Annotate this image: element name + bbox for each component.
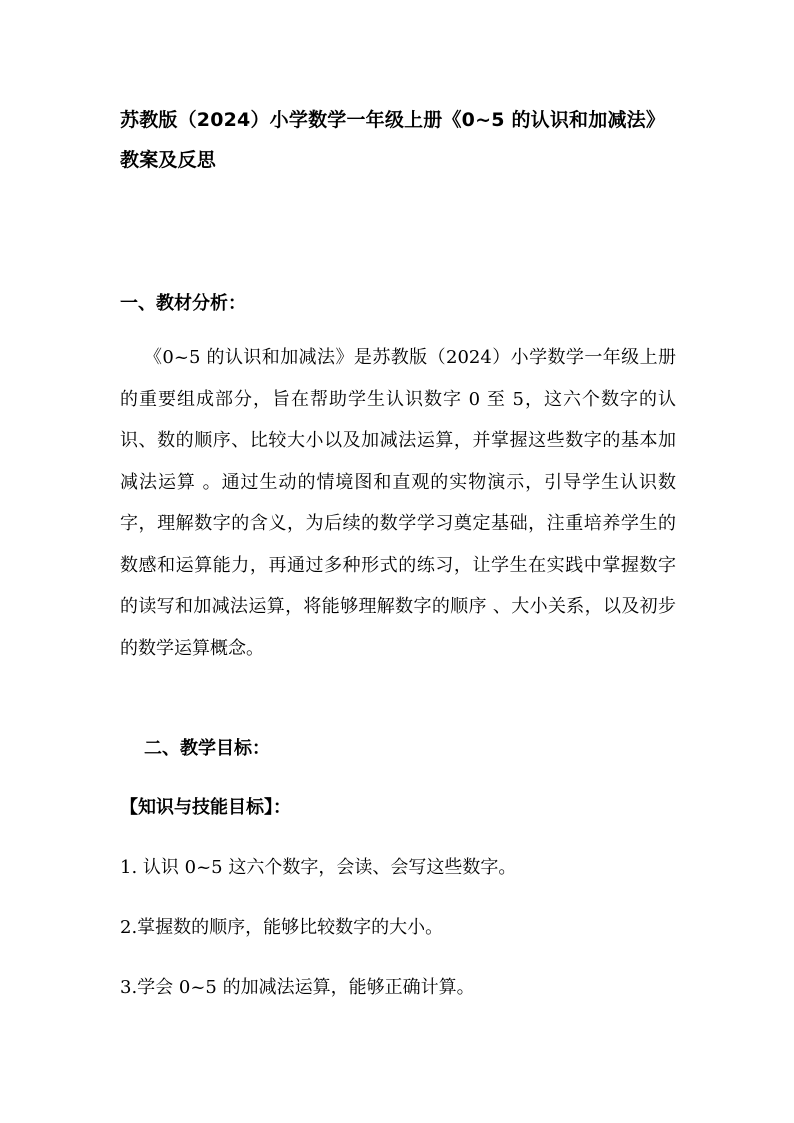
textbook-analysis-paragraph: 《0~5 的认识和加减法》是苏教版（2024）小学数学一年级上册的重要组成部分，旨在帮助学生认识数字 0 至 5，这六个数字的认识、数的顺序、比较大小以及加减法运算，并掌握这些数字的基本加减法运算 。通过生动的情境图和直观的实物演示，引导学生认识数字，理解数字的含义，为后续的数学学习奠定基础，注重培养学生的数感和运算能力，再通过多种形式的练习，让学生在实践中掌握数字的读写和加减法运算，将能够理解数字的顺序 、大小关系，以及初步的数学运算概念。 — [120, 347, 676, 659]
section-heading-teaching-goals: 二、教学目标： — [144, 738, 270, 759]
goal-item-1: 1. 认识 0~5 这六个数字，会读、会写这些数字。 — [120, 857, 517, 878]
goal-item-3: 3.学会 0~5 的加减法运算，能够正确计算。 — [120, 977, 475, 998]
goal-item-2: 2.掌握数的顺序，能够比较数字的大小。 — [120, 917, 444, 938]
document-title: 苏教版（2024）小学数学一年级上册《0~5 的认识和加减法》教案及反思 — [120, 109, 666, 171]
subheading-knowledge-skills: 【知识与技能目标】： — [120, 797, 291, 818]
section-heading-textbook-analysis: 一、教材分析： — [120, 293, 246, 314]
